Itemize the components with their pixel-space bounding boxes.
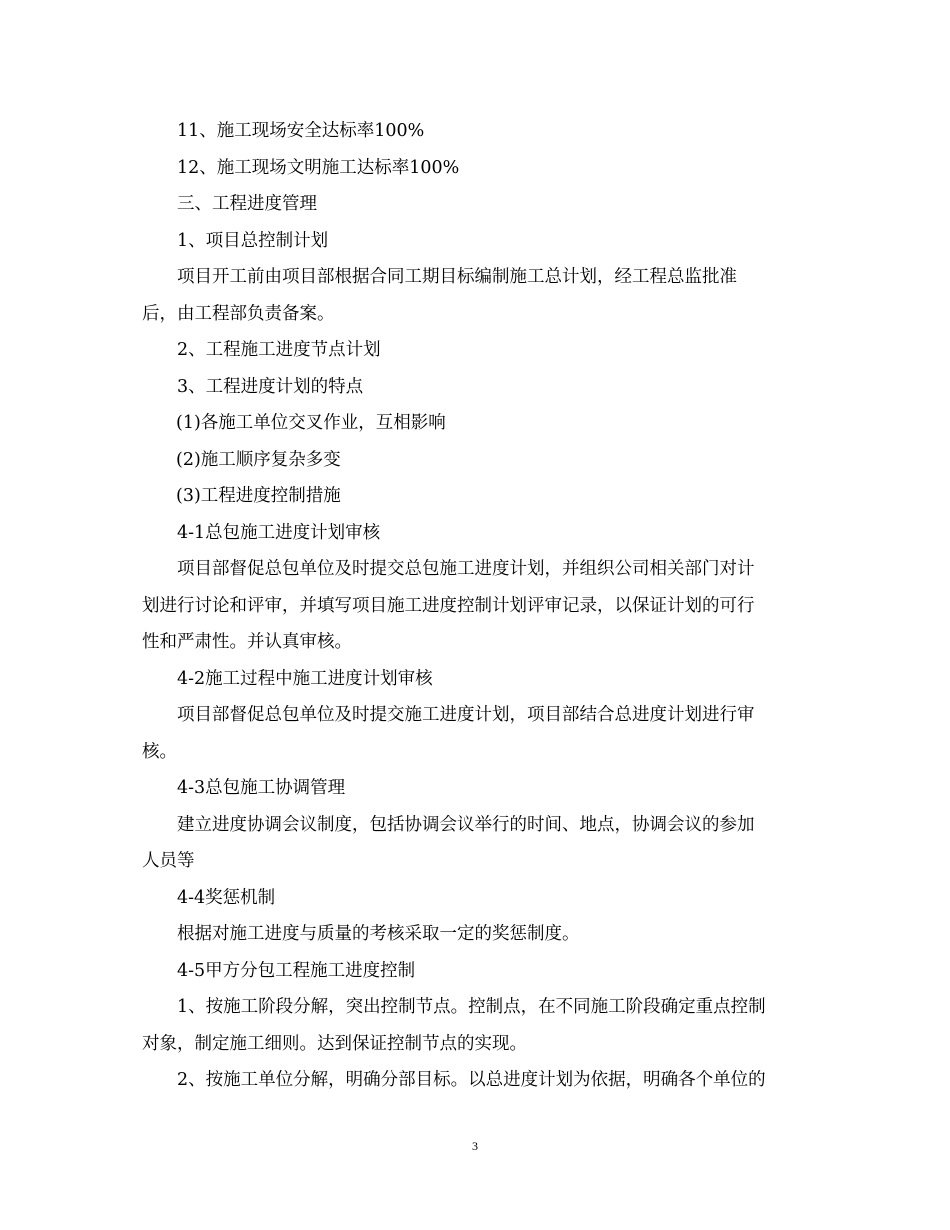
subsection-heading: 1、项目总控制计划 xyxy=(177,230,329,251)
list-item: (2)施工顺序复杂多变 xyxy=(176,449,341,470)
paragraph-line: 后，由工程部负责备案。 xyxy=(142,303,335,324)
list-item: (1)各施工单位交叉作业，互相影响 xyxy=(176,413,446,433)
paragraph-line: 项目部督促总包单位及时提交总包施工进度计划，并组织公司相关部门对计 xyxy=(177,559,755,579)
paragraph-line: 项目开工前由项目部根据合同工期目标编制施工总计划，经工程总监批准 xyxy=(177,267,737,287)
paragraph-line: 项目部督促总包单位及时提交施工进度计划，项目部结合总进度计划进行审 xyxy=(177,705,755,725)
page-number: 3 xyxy=(472,1139,478,1153)
paragraph-line: 性和严肃性。并认真审核。 xyxy=(142,632,352,652)
paragraph-line: 划进行讨论和评审，并填写项目施工进度控制计划评审记录，以保证计划的可行 xyxy=(142,595,755,616)
subsection-heading: 2、工程施工进度节点计划 xyxy=(177,340,381,360)
paragraph-line: 建立进度协调会议制度，包括协调会议举行的时间、地点，协调会议的参加 xyxy=(177,814,755,835)
paragraph-line: 对象，制定施工细则。达到保证控制节点的实现。 xyxy=(142,1033,527,1054)
subsection-heading: 4-5甲方分包工程施工进度控制 xyxy=(177,960,416,981)
subsection-heading: 4-3总包施工协调管理 xyxy=(177,778,346,798)
section-heading: 三、工程进度管理 xyxy=(177,194,317,214)
subsection-heading: 3、工程进度计划的特点 xyxy=(177,376,364,397)
document-body xyxy=(142,113,807,1099)
list-item: (3)工程进度控制措施 xyxy=(176,486,341,506)
paragraph-line: 核。 xyxy=(142,741,177,762)
subsection-heading: 4-2施工过程中施工进度计划审核 xyxy=(177,668,433,689)
paragraph-line: 根据对施工进度与质量的考核采取一定的奖惩制度。 xyxy=(177,924,580,944)
paragraph-line: 2、按施工单位分解，明确分部目标。以总进度计划为依据，明确各个单位的 xyxy=(177,1070,766,1090)
subsection-heading: 4-4奖惩机制 xyxy=(177,887,276,908)
text-line: 11、施工现场安全达标率100% xyxy=(177,121,425,141)
paragraph-line: 人员等 xyxy=(142,851,195,871)
paragraph-line: 1、按施工阶段分解，突出控制节点。控制点，在不同施工阶段确定重点控制 xyxy=(177,997,766,1017)
text-line: 12、施工现场文明施工达标率100% xyxy=(177,157,460,178)
subsection-heading: 4-1总包施工进度计划审核 xyxy=(177,522,381,543)
